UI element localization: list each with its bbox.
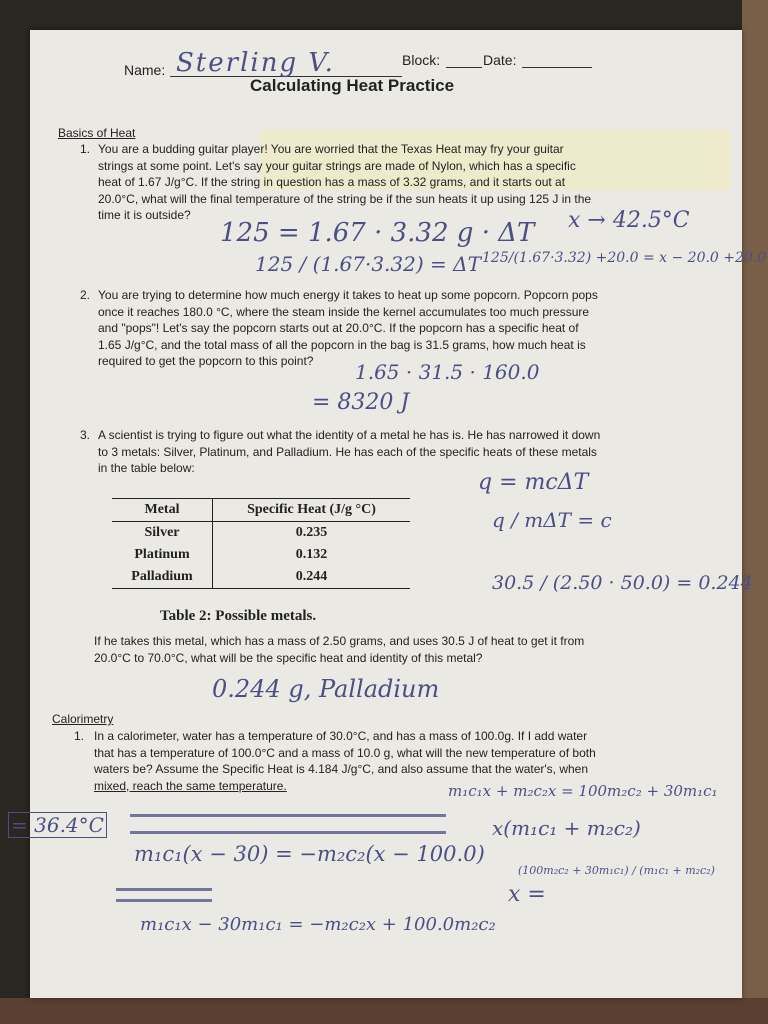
specific-heat-table bbox=[112, 498, 410, 589]
q3-follow-text bbox=[94, 633, 584, 666]
q3-work-calc: 30.5 / (2.50 · 50.0) = 0.244 bbox=[492, 572, 753, 594]
q3-line: in the table below: bbox=[98, 461, 195, 475]
cal-q1-number: 1. bbox=[74, 729, 85, 743]
q3-line: A scientist is trying to figure out what the identity of a metal he has is. He has narrowed it down bbox=[98, 428, 601, 442]
table-cell-metal: Palladium bbox=[112, 566, 213, 588]
cal-work-sum: m₁c₁x + m₂c₂x = 100m₂c₂ + 30m₁c₁ bbox=[448, 782, 718, 800]
date-line bbox=[522, 67, 592, 68]
cal-work-line2: m₁c₁x − 30m₁c₁ = −m₂c₂x + 100.0m₂c₂ bbox=[140, 914, 496, 935]
q1-number: 1. bbox=[80, 142, 91, 156]
q2-line: required to get the popcorn to this point? bbox=[98, 354, 314, 368]
q2-line: and "pops"! Let's say the popcorn starts out at 20.0°C. If the popcorn has a specific heat of bbox=[98, 321, 579, 335]
q3-work-formula: q = mcΔT bbox=[478, 470, 589, 495]
q2-line: You are trying to determine how much energy it takes to heat up some popcorn. Popcorn pops bbox=[98, 288, 598, 302]
q1-work-equation: 125 = 1.67 · 3.32 g · ΔT bbox=[220, 218, 535, 248]
table-cell-value: 0.132 bbox=[295, 547, 328, 562]
cal-q1-line: In a calorimeter, water has a temperature of 30.0°C, and has a mass of 100.0g. If I add water bbox=[94, 729, 588, 743]
q2-work-answer: = 8320 J bbox=[312, 390, 410, 415]
q1-text bbox=[98, 141, 591, 224]
q3-follow-line: 20.0°C to 70.0°C, what will be the specific heat and identity of this metal? bbox=[94, 650, 483, 665]
cal-q1-line: that has a temperature of 100.0°C and a mass of 10.0 g, what will the new temperature of both bbox=[94, 745, 596, 760]
table-cell-value: 0.244 bbox=[295, 569, 328, 584]
block-label: Block: bbox=[402, 52, 441, 68]
cal-q1-line: mixed, reach the same temperature. bbox=[94, 778, 287, 793]
table-row bbox=[112, 544, 410, 566]
handwritten-name: Sterling V. bbox=[176, 48, 335, 78]
scribble-out-2 bbox=[116, 888, 212, 902]
table-cell-metal: Platinum bbox=[112, 544, 213, 566]
q3-line: to 3 metals: Silver, Platinum, and Palladium. He has each of the specific heats of these metals bbox=[98, 444, 597, 459]
q1-work-solve: 125 / (1.67·3.32) = ΔT bbox=[255, 252, 481, 276]
table-header-row bbox=[112, 499, 410, 522]
q2-number: 2. bbox=[80, 288, 91, 302]
section-heading-calorimetry: Calorimetry bbox=[52, 712, 114, 726]
q3-work-rearranged: q / mΔT = c bbox=[492, 508, 612, 532]
block-line bbox=[446, 67, 482, 68]
cal-work-factor: x(m₁c₁ + m₂c₂) bbox=[492, 816, 641, 840]
page-title: Calculating Heat Practice bbox=[250, 76, 455, 95]
q3-answer: 0.244 g, Palladium bbox=[212, 675, 440, 703]
name-label: Name: bbox=[124, 62, 166, 78]
q3-number: 3. bbox=[80, 428, 91, 442]
table-cell-value: 0.235 bbox=[295, 525, 328, 540]
q1-line: strings at some point. Let's say your guitar strings are made of Nylon, which has a specific bbox=[98, 158, 576, 173]
q1-line: 20.0°C, what will the final temperature of the string be if the sun heats it up using 125 J in the bbox=[98, 191, 592, 206]
q1-line: time it is outside? bbox=[98, 208, 191, 222]
date-label: Date: bbox=[483, 52, 517, 68]
q1-work-answer: x → 42.5°C bbox=[568, 208, 690, 233]
section-heading-heat: Basics of Heat bbox=[58, 126, 136, 140]
cal-answer: = 36.4°C bbox=[8, 812, 107, 838]
table-header-metal: Metal bbox=[112, 499, 213, 521]
q2-text bbox=[98, 287, 598, 370]
cal-work-fraction: (100m₂c₂ + 30m₁c₁) / (m₁c₁ + m₂c₂) bbox=[518, 864, 715, 877]
worksheet-paper bbox=[11, 30, 767, 998]
table-row bbox=[112, 566, 410, 588]
scribble-out bbox=[130, 814, 446, 834]
q2-line: 1.65 J/g°C, and the total mass of all the popcorn in the bag is 31.5 grams, how much heat is bbox=[98, 337, 586, 352]
q1-work-step: 125/(1.67·3.32) +20.0 = x − 20.0 +20.0 bbox=[482, 250, 767, 266]
table-header-specific-heat: Specific Heat (J/g °C) bbox=[247, 502, 376, 517]
table-cell-metal: Silver bbox=[112, 522, 213, 544]
q3-follow-line: If he takes this metal, which has a mass of 2.50 grams, and uses 30.5 J of heat to get it from bbox=[94, 634, 585, 648]
cal-q1-line: waters be? Assume the Specific Heat is 4.184 J/g°C, and also assume that the water's, when bbox=[94, 762, 589, 776]
q1-line: heat of 1.67 J/g°C. If the string in question has a mass of 3.32 grams, and it starts out at bbox=[98, 175, 566, 189]
table-caption: Table 2: Possible metals. bbox=[160, 608, 317, 624]
q2-work-equation: 1.65 · 31.5 · 160.0 bbox=[355, 360, 540, 384]
q1-line: You are a budding guitar player! You are worried that the Texas Heat may fry your guitar bbox=[98, 142, 564, 156]
q2-line: once it reaches 180.0 °C, where the steam inside the kernel accumulates too much pressure bbox=[98, 304, 590, 319]
table-row bbox=[112, 522, 410, 544]
cal-work-x-equals: x = bbox=[508, 882, 546, 907]
cal-work-line1: m₁c₁(x − 30) = −m₂c₂(x − 100.0) bbox=[134, 842, 485, 866]
